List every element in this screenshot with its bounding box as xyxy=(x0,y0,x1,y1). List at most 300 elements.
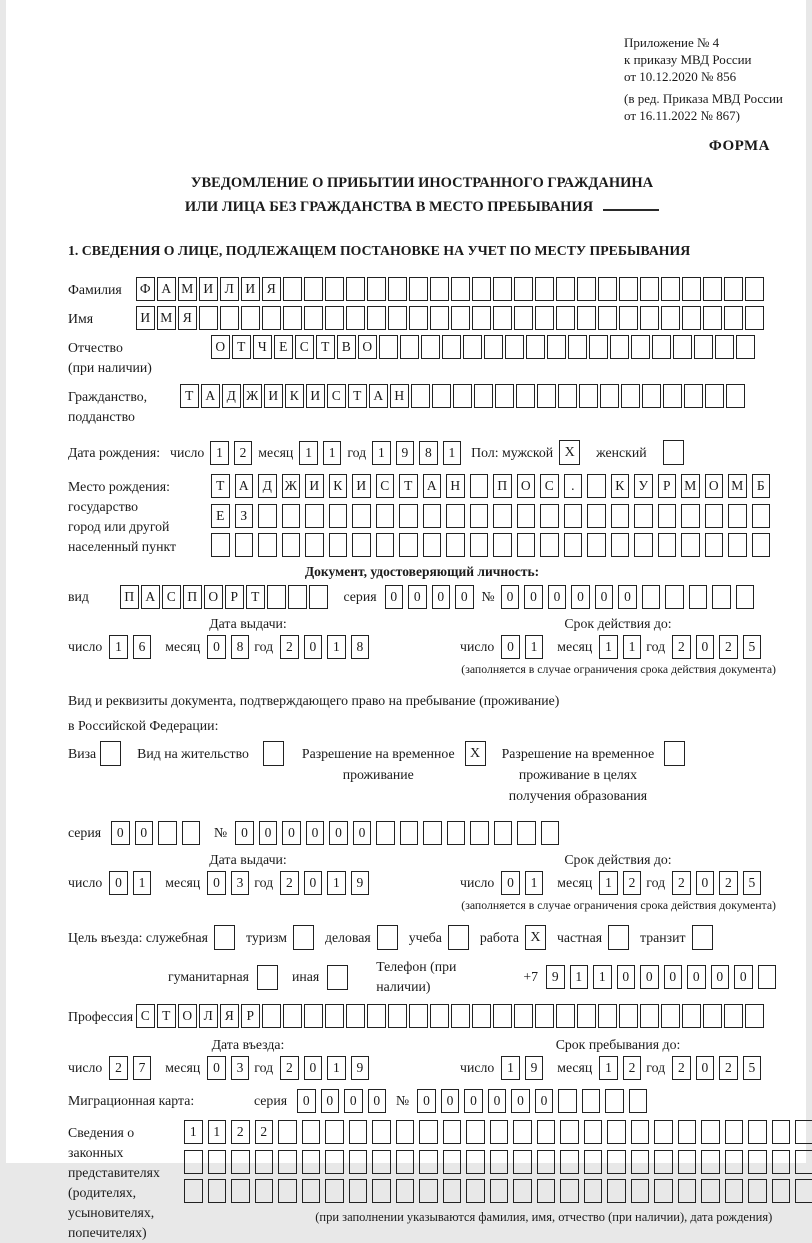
char-cell[interactable]: Т xyxy=(399,474,418,498)
char-cell[interactable] xyxy=(235,533,254,557)
checkbox-female[interactable] xyxy=(663,440,684,465)
char-cell[interactable] xyxy=(442,335,461,359)
char-cell[interactable]: 0 xyxy=(207,871,226,895)
char-cell[interactable] xyxy=(663,384,682,408)
doc-valid-year[interactable] xyxy=(672,635,761,659)
char-cell[interactable]: И xyxy=(199,277,218,301)
checkbox-residence-permit[interactable] xyxy=(263,741,284,766)
char-cell[interactable] xyxy=(556,306,575,330)
char-cell[interactable] xyxy=(748,1150,767,1174)
char-cell[interactable]: А xyxy=(369,384,388,408)
char-cell[interactable] xyxy=(329,504,348,528)
checkbox-rvp-education[interactable] xyxy=(664,741,685,766)
char-cell[interactable]: К xyxy=(611,474,630,498)
char-cell[interactable] xyxy=(451,277,470,301)
char-cell[interactable]: 0 xyxy=(109,871,128,895)
char-cell[interactable]: 0 xyxy=(548,585,567,609)
doc-valid-day[interactable] xyxy=(501,635,543,659)
char-cell[interactable] xyxy=(558,1089,577,1113)
char-cell[interactable]: 2 xyxy=(255,1120,274,1144)
checkbox-purpose-transit[interactable] xyxy=(692,925,713,950)
char-cell[interactable]: 1 xyxy=(210,441,229,465)
char-cell[interactable]: 1 xyxy=(570,965,589,989)
char-cell[interactable] xyxy=(640,1004,659,1028)
char-cell[interactable] xyxy=(678,1150,697,1174)
char-cell[interactable] xyxy=(493,306,512,330)
char-cell[interactable] xyxy=(517,504,536,528)
char-cell[interactable] xyxy=(725,1120,744,1144)
char-cell[interactable]: С xyxy=(376,474,395,498)
permit-series-input[interactable] xyxy=(111,821,200,845)
char-cell[interactable]: Т xyxy=(348,384,367,408)
char-cell[interactable] xyxy=(349,1150,368,1174)
char-cell[interactable] xyxy=(611,504,630,528)
char-cell[interactable] xyxy=(736,335,755,359)
char-cell[interactable]: Л xyxy=(220,277,239,301)
char-cell[interactable] xyxy=(494,821,513,845)
char-cell[interactable]: Е xyxy=(274,335,293,359)
char-cell[interactable] xyxy=(535,277,554,301)
char-cell[interactable]: 0 xyxy=(321,1089,340,1113)
char-cell[interactable]: Ч xyxy=(253,335,272,359)
char-cell[interactable] xyxy=(701,1120,720,1144)
char-cell[interactable]: 2 xyxy=(280,871,299,895)
char-cell[interactable] xyxy=(584,1179,603,1203)
char-cell[interactable] xyxy=(367,1004,386,1028)
char-cell[interactable] xyxy=(267,585,286,609)
char-cell[interactable] xyxy=(745,306,764,330)
char-cell[interactable]: Р xyxy=(658,474,677,498)
char-cell[interactable] xyxy=(409,306,428,330)
char-cell[interactable] xyxy=(283,306,302,330)
char-cell[interactable]: 1 xyxy=(593,965,612,989)
char-cell[interactable]: О xyxy=(204,585,223,609)
char-cell[interactable]: 2 xyxy=(623,1056,642,1080)
char-cell[interactable]: Н xyxy=(390,384,409,408)
char-cell[interactable] xyxy=(302,1150,321,1174)
char-cell[interactable]: А xyxy=(423,474,442,498)
char-cell[interactable] xyxy=(681,504,700,528)
char-cell[interactable] xyxy=(745,277,764,301)
char-cell[interactable] xyxy=(752,533,771,557)
char-cell[interactable] xyxy=(665,585,684,609)
char-cell[interactable]: 0 xyxy=(207,1056,226,1080)
char-cell[interactable]: 2 xyxy=(672,635,691,659)
char-cell[interactable]: 0 xyxy=(664,965,683,989)
char-cell[interactable] xyxy=(258,533,277,557)
char-cell[interactable] xyxy=(352,533,371,557)
char-cell[interactable] xyxy=(682,1004,701,1028)
char-cell[interactable] xyxy=(400,335,419,359)
char-cell[interactable] xyxy=(535,306,554,330)
birthdate-year-input[interactable] xyxy=(372,441,461,465)
char-cell[interactable] xyxy=(372,1150,391,1174)
char-cell[interactable] xyxy=(423,821,442,845)
char-cell[interactable]: С xyxy=(162,585,181,609)
char-cell[interactable]: Ж xyxy=(282,474,301,498)
char-cell[interactable]: И xyxy=(352,474,371,498)
entry-day[interactable] xyxy=(109,1056,151,1080)
char-cell[interactable]: 0 xyxy=(417,1089,436,1113)
char-cell[interactable]: 2 xyxy=(280,1056,299,1080)
char-cell[interactable]: А xyxy=(157,277,176,301)
char-cell[interactable] xyxy=(598,277,617,301)
stay-until-month[interactable] xyxy=(599,1056,641,1080)
char-cell[interactable] xyxy=(795,1150,812,1174)
char-cell[interactable]: 1 xyxy=(623,635,642,659)
char-cell[interactable]: 0 xyxy=(571,585,590,609)
char-cell[interactable] xyxy=(490,1120,509,1144)
char-cell[interactable]: Т xyxy=(232,335,251,359)
char-cell[interactable] xyxy=(453,384,472,408)
char-cell[interactable] xyxy=(556,277,575,301)
char-cell[interactable] xyxy=(654,1120,673,1144)
char-cell[interactable] xyxy=(346,277,365,301)
char-cell[interactable] xyxy=(447,821,466,845)
char-cell[interactable]: 0 xyxy=(687,965,706,989)
char-cell[interactable] xyxy=(621,384,640,408)
checkbox-purpose-humanitarian[interactable] xyxy=(257,965,278,990)
char-cell[interactable] xyxy=(182,821,201,845)
char-cell[interactable] xyxy=(463,335,482,359)
char-cell[interactable] xyxy=(634,504,653,528)
char-cell[interactable]: 0 xyxy=(696,635,715,659)
char-cell[interactable] xyxy=(184,1150,203,1174)
char-cell[interactable]: И xyxy=(264,384,283,408)
char-cell[interactable] xyxy=(451,306,470,330)
char-cell[interactable] xyxy=(514,306,533,330)
char-cell[interactable] xyxy=(430,277,449,301)
char-cell[interactable] xyxy=(470,821,489,845)
char-cell[interactable] xyxy=(631,335,650,359)
char-cell[interactable] xyxy=(411,384,430,408)
char-cell[interactable] xyxy=(349,1120,368,1144)
char-cell[interactable] xyxy=(282,504,301,528)
migration-number-input[interactable] xyxy=(417,1089,647,1113)
char-cell[interactable]: . xyxy=(564,474,583,498)
char-cell[interactable] xyxy=(419,1179,438,1203)
char-cell[interactable] xyxy=(652,335,671,359)
char-cell[interactable]: 9 xyxy=(396,441,415,465)
char-cell[interactable]: 0 xyxy=(304,635,323,659)
char-cell[interactable] xyxy=(752,504,771,528)
char-cell[interactable] xyxy=(537,1120,556,1144)
char-cell[interactable]: Т xyxy=(316,335,335,359)
char-cell[interactable] xyxy=(535,1004,554,1028)
char-cell[interactable] xyxy=(560,1120,579,1144)
char-cell[interactable]: 1 xyxy=(525,635,544,659)
checkbox-rvp[interactable]: X xyxy=(465,741,486,766)
char-cell[interactable] xyxy=(329,533,348,557)
char-cell[interactable] xyxy=(607,1120,626,1144)
char-cell[interactable] xyxy=(631,1150,650,1174)
char-cell[interactable]: 0 xyxy=(432,585,451,609)
char-cell[interactable] xyxy=(304,306,323,330)
char-cell[interactable]: 0 xyxy=(306,821,325,845)
char-cell[interactable] xyxy=(629,1089,648,1113)
char-cell[interactable] xyxy=(640,306,659,330)
char-cell[interactable] xyxy=(564,533,583,557)
char-cell[interactable]: 1 xyxy=(599,635,618,659)
char-cell[interactable]: П xyxy=(120,585,139,609)
char-cell[interactable] xyxy=(466,1179,485,1203)
char-cell[interactable]: С xyxy=(327,384,346,408)
char-cell[interactable] xyxy=(262,1004,281,1028)
char-cell[interactable] xyxy=(349,1179,368,1203)
stay-until-day[interactable] xyxy=(501,1056,543,1080)
char-cell[interactable] xyxy=(577,306,596,330)
char-cell[interactable]: 0 xyxy=(617,965,636,989)
char-cell[interactable]: 0 xyxy=(711,965,730,989)
char-cell[interactable]: 1 xyxy=(327,635,346,659)
doc-issue-month[interactable] xyxy=(207,635,249,659)
char-cell[interactable]: У xyxy=(634,474,653,498)
char-cell[interactable]: В xyxy=(337,335,356,359)
char-cell[interactable]: Т xyxy=(211,474,230,498)
representatives-input-row2[interactable] xyxy=(184,1150,812,1174)
char-cell[interactable] xyxy=(302,1120,321,1144)
char-cell[interactable] xyxy=(725,1150,744,1174)
char-cell[interactable]: 1 xyxy=(184,1120,203,1144)
char-cell[interactable]: 0 xyxy=(455,585,474,609)
char-cell[interactable]: 1 xyxy=(525,871,544,895)
char-cell[interactable] xyxy=(325,277,344,301)
char-cell[interactable]: З xyxy=(235,504,254,528)
char-cell[interactable]: С xyxy=(540,474,559,498)
checkbox-purpose-other[interactable] xyxy=(327,965,348,990)
char-cell[interactable]: 0 xyxy=(304,871,323,895)
char-cell[interactable] xyxy=(678,1179,697,1203)
char-cell[interactable] xyxy=(325,1179,344,1203)
permit-valid-year[interactable] xyxy=(672,871,761,895)
char-cell[interactable]: 8 xyxy=(351,635,370,659)
checkbox-visa[interactable] xyxy=(100,741,121,766)
char-cell[interactable] xyxy=(736,585,755,609)
char-cell[interactable] xyxy=(611,533,630,557)
permit-number-input[interactable] xyxy=(235,821,559,845)
char-cell[interactable]: 0 xyxy=(501,635,520,659)
doc-number-input[interactable] xyxy=(501,585,755,609)
char-cell[interactable] xyxy=(728,533,747,557)
char-cell[interactable] xyxy=(258,504,277,528)
char-cell[interactable]: 0 xyxy=(408,585,427,609)
char-cell[interactable] xyxy=(305,504,324,528)
char-cell[interactable] xyxy=(309,585,328,609)
char-cell[interactable]: 1 xyxy=(443,441,462,465)
permit-issue-month[interactable] xyxy=(207,871,249,895)
char-cell[interactable] xyxy=(684,384,703,408)
char-cell[interactable] xyxy=(587,504,606,528)
char-cell[interactable] xyxy=(516,384,535,408)
char-cell[interactable] xyxy=(466,1150,485,1174)
char-cell[interactable] xyxy=(304,277,323,301)
permit-issue-year[interactable] xyxy=(280,871,369,895)
char-cell[interactable]: 0 xyxy=(696,871,715,895)
char-cell[interactable] xyxy=(493,1004,512,1028)
char-cell[interactable] xyxy=(352,504,371,528)
char-cell[interactable]: О xyxy=(358,335,377,359)
char-cell[interactable]: И xyxy=(136,306,155,330)
name-input[interactable] xyxy=(136,306,764,330)
char-cell[interactable]: 0 xyxy=(734,965,753,989)
char-cell[interactable]: Н xyxy=(446,474,465,498)
doc-series-input[interactable] xyxy=(385,585,474,609)
char-cell[interactable]: 0 xyxy=(329,821,348,845)
char-cell[interactable]: О xyxy=(517,474,536,498)
char-cell[interactable]: 0 xyxy=(441,1089,460,1113)
birthplace-input-row2[interactable] xyxy=(211,504,770,528)
char-cell[interactable] xyxy=(703,1004,722,1028)
char-cell[interactable] xyxy=(305,533,324,557)
char-cell[interactable]: 1 xyxy=(599,1056,618,1080)
doc-valid-month[interactable] xyxy=(599,635,641,659)
char-cell[interactable] xyxy=(537,1150,556,1174)
char-cell[interactable] xyxy=(640,277,659,301)
char-cell[interactable] xyxy=(466,1120,485,1144)
char-cell[interactable] xyxy=(241,306,260,330)
char-cell[interactable]: 2 xyxy=(109,1056,128,1080)
char-cell[interactable] xyxy=(589,335,608,359)
char-cell[interactable] xyxy=(262,306,281,330)
checkbox-purpose-official[interactable] xyxy=(214,925,235,950)
char-cell[interactable] xyxy=(446,504,465,528)
permit-valid-day[interactable] xyxy=(501,871,543,895)
char-cell[interactable]: 0 xyxy=(464,1089,483,1113)
char-cell[interactable] xyxy=(619,1004,638,1028)
char-cell[interactable] xyxy=(728,504,747,528)
char-cell[interactable] xyxy=(584,1120,603,1144)
checkbox-purpose-tourism[interactable] xyxy=(293,925,314,950)
char-cell[interactable]: Ф xyxy=(136,277,155,301)
char-cell[interactable] xyxy=(748,1179,767,1203)
char-cell[interactable]: 0 xyxy=(304,1056,323,1080)
char-cell[interactable]: 0 xyxy=(282,821,301,845)
entry-year[interactable] xyxy=(280,1056,369,1080)
char-cell[interactable] xyxy=(634,533,653,557)
char-cell[interactable] xyxy=(694,335,713,359)
char-cell[interactable] xyxy=(705,504,724,528)
char-cell[interactable]: 0 xyxy=(511,1089,530,1113)
char-cell[interactable] xyxy=(325,306,344,330)
profession-input[interactable] xyxy=(136,1004,764,1028)
doc-kind-input[interactable] xyxy=(120,585,328,609)
char-cell[interactable] xyxy=(304,1004,323,1028)
char-cell[interactable] xyxy=(705,533,724,557)
char-cell[interactable]: 0 xyxy=(135,821,154,845)
char-cell[interactable] xyxy=(619,277,638,301)
char-cell[interactable] xyxy=(724,1004,743,1028)
char-cell[interactable]: Ж xyxy=(243,384,262,408)
char-cell[interactable] xyxy=(619,306,638,330)
checkbox-purpose-private[interactable] xyxy=(608,925,629,950)
char-cell[interactable]: 2 xyxy=(280,635,299,659)
char-cell[interactable]: 2 xyxy=(234,441,253,465)
char-cell[interactable] xyxy=(388,1004,407,1028)
char-cell[interactable]: 1 xyxy=(327,871,346,895)
char-cell[interactable] xyxy=(220,306,239,330)
char-cell[interactable] xyxy=(537,1179,556,1203)
char-cell[interactable] xyxy=(514,1004,533,1028)
char-cell[interactable] xyxy=(705,384,724,408)
char-cell[interactable] xyxy=(541,821,560,845)
char-cell[interactable] xyxy=(598,1004,617,1028)
char-cell[interactable] xyxy=(430,306,449,330)
char-cell[interactable] xyxy=(472,277,491,301)
char-cell[interactable] xyxy=(661,1004,680,1028)
char-cell[interactable]: 5 xyxy=(743,635,762,659)
char-cell[interactable] xyxy=(325,1120,344,1144)
char-cell[interactable]: М xyxy=(728,474,747,498)
char-cell[interactable] xyxy=(409,1004,428,1028)
char-cell[interactable] xyxy=(607,1150,626,1174)
char-cell[interactable] xyxy=(255,1150,274,1174)
char-cell[interactable] xyxy=(517,533,536,557)
char-cell[interactable]: Б xyxy=(752,474,771,498)
char-cell[interactable]: И xyxy=(241,277,260,301)
char-cell[interactable] xyxy=(587,533,606,557)
char-cell[interactable] xyxy=(610,335,629,359)
char-cell[interactable] xyxy=(288,585,307,609)
char-cell[interactable] xyxy=(517,821,536,845)
char-cell[interactable] xyxy=(577,277,596,301)
char-cell[interactable] xyxy=(587,474,606,498)
char-cell[interactable]: 1 xyxy=(109,635,128,659)
char-cell[interactable] xyxy=(443,1120,462,1144)
char-cell[interactable] xyxy=(470,474,489,498)
char-cell[interactable] xyxy=(725,1179,744,1203)
char-cell[interactable]: 1 xyxy=(372,441,391,465)
char-cell[interactable]: 2 xyxy=(672,871,691,895)
char-cell[interactable]: 0 xyxy=(297,1089,316,1113)
char-cell[interactable] xyxy=(631,1179,650,1203)
patronymic-input[interactable] xyxy=(211,335,755,359)
char-cell[interactable] xyxy=(367,277,386,301)
char-cell[interactable]: 1 xyxy=(133,871,152,895)
char-cell[interactable]: С xyxy=(295,335,314,359)
char-cell[interactable] xyxy=(490,1150,509,1174)
char-cell[interactable] xyxy=(514,277,533,301)
char-cell[interactable]: А xyxy=(201,384,220,408)
char-cell[interactable] xyxy=(409,277,428,301)
char-cell[interactable]: П xyxy=(493,474,512,498)
char-cell[interactable] xyxy=(540,533,559,557)
char-cell[interactable]: М xyxy=(178,277,197,301)
char-cell[interactable] xyxy=(495,384,514,408)
char-cell[interactable]: И xyxy=(305,474,324,498)
char-cell[interactable]: 2 xyxy=(719,871,738,895)
char-cell[interactable]: 7 xyxy=(133,1056,152,1080)
char-cell[interactable] xyxy=(537,384,556,408)
char-cell[interactable] xyxy=(208,1179,227,1203)
char-cell[interactable] xyxy=(661,306,680,330)
char-cell[interactable] xyxy=(388,306,407,330)
char-cell[interactable]: И xyxy=(306,384,325,408)
char-cell[interactable] xyxy=(474,384,493,408)
checkbox-purpose-work[interactable]: X xyxy=(525,925,546,950)
char-cell[interactable] xyxy=(564,504,583,528)
checkbox-purpose-business[interactable] xyxy=(377,925,398,950)
char-cell[interactable] xyxy=(302,1179,321,1203)
char-cell[interactable] xyxy=(346,1004,365,1028)
char-cell[interactable] xyxy=(231,1150,250,1174)
char-cell[interactable]: 5 xyxy=(743,1056,762,1080)
char-cell[interactable]: 0 xyxy=(595,585,614,609)
birthdate-day-input[interactable] xyxy=(210,441,252,465)
char-cell[interactable] xyxy=(682,306,701,330)
permit-issue-day[interactable] xyxy=(109,871,151,895)
char-cell[interactable] xyxy=(726,384,745,408)
char-cell[interactable] xyxy=(560,1150,579,1174)
